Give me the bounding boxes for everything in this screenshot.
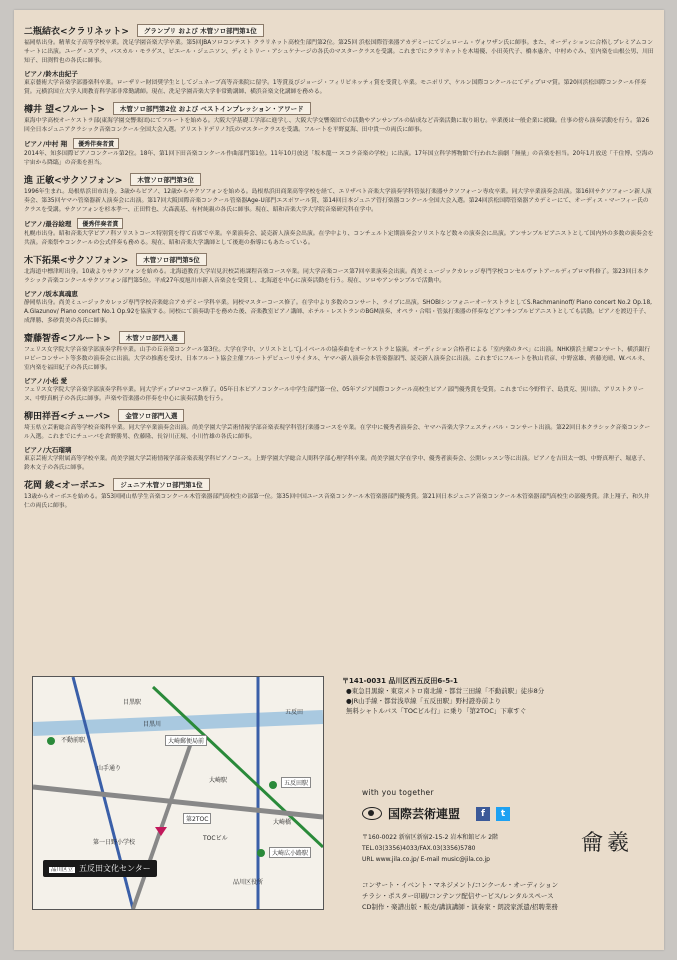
performer-name: 柳田祥吾<チューバ>	[24, 412, 111, 422]
org-logo-icon	[362, 807, 382, 820]
accompanist-bio: 2014年、知多国際ピアノコンクール第2位。18年、第1回下田音楽コンクール作曲部門第1位。11年10月放送「坂本龍一 スコラ音楽の学校」に出演。17年国立科学博物館で行われた演劇「無量」の音楽を担当。20年1月放送「千住博、空海の宇宙から降臨」の音楽を担当。	[24, 151, 654, 166]
accompanist-award-badge: 優秀伴奏者賞	[73, 138, 119, 149]
map-label-toc-building: TOCビル	[203, 835, 228, 842]
main-road	[33, 787, 323, 817]
org-logo-row	[362, 805, 652, 822]
performer-name: 齋藤智香<フルート>	[24, 334, 111, 344]
accompanist-bio: 東京藝術大学音楽学部器楽科卒業。ローザリー財団奨学生としてジュネーブ高等音楽院に留学。1等賞及びジョージ・フィリピネッティ賞を受賞し卒業。モニポリア、ケルン国際コンクールにてディプロマ賞。第20回浜松国際コンクール伴奏賞。元横浜国立大学人間教育科学部非常勤講師。現在、洗足学園音楽大学非常勤講師、横浜音楽文化講師を務める。	[24, 80, 647, 95]
access-line-2: ●JR山手線・都営浅草線「五反田駅」野村證券前より	[346, 697, 502, 705]
venue-name: 五反田文化センター	[79, 864, 151, 873]
performer-header	[24, 409, 654, 422]
accompanist-name: ピアノ/中村 翔	[24, 140, 68, 148]
access-line-3: 無料シャトルバス「TOCビル行」に乗り「第2TOC」下車すぐ	[346, 707, 527, 715]
org-name: 国際芸術連盟	[388, 807, 461, 821]
gotanda-station-marker	[269, 781, 277, 789]
map-label-gotanda-station: 五反田駅	[281, 777, 311, 788]
venue-pin-icon	[155, 827, 167, 836]
calligraphy-seal	[566, 826, 644, 856]
map-label-osaki-hirokoji: 大崎広小路駅	[269, 847, 311, 858]
accompanist-bio: 静岡県出身。尚美ミュージックカレッジ専門学校音楽総合アカデミー学科卒業。同校マスターコース修了。在学中より多数のコンサート、ライブに出演。SHOBIシンフォニーオーケストラとしてS.Rachmaninoff/ Piano concert No.2 Op.18, A.Glazunov/ Piano concert No.1 Op.92を協演する。同校にて演奏助手を務めた後、音楽教室ピアノ講師、ホテル・レストランのBGM演奏、オペラ・合唱・管弦打楽器の伴奏などアンサンブルピアニストとしても活動。ピアノを渡辺千子、成澤勝、多砂貴美の各氏に師事。	[24, 300, 652, 324]
performer-header	[24, 173, 654, 186]
map-label-school: 第一日野小学校	[93, 839, 136, 846]
facebook-icon[interactable]: f	[476, 807, 490, 821]
performer-entry	[24, 331, 654, 404]
performer-header	[24, 478, 654, 491]
map-label-fudomae: 不動前駅	[61, 737, 86, 744]
venue-map	[32, 676, 324, 910]
performer-bio: 1996年生まれ。島根県浜田市出身。3歳からピアノ、12歳からサクソフォンを始める。島根県浜田商業高等学校を経て、エリザベト音楽大学演奏学科管弦打楽器サクソフォーン専攻卒業。同大学卒業演奏会出演。第16回サクソフォーン新人演奏会、第35回ヤマハ管楽器新人演奏会に出演。第17回大阪国際音楽コンクール管楽器Age-U部門エスポワール賞、第14回日本ジュニア管打楽器コンクール全国大会入選。第24回浜松国際管楽器アカデミーにて、オーディス・マーフィー氏のクラスを受講。サクソフォンを杉本孝一、正田哲也、大森義基、有村純親の各氏に師事。現在、昭和音楽大学大学院音楽研究科在学中。	[24, 189, 652, 213]
performer-entry	[24, 478, 654, 511]
performer-entry	[24, 253, 654, 326]
venue-ward: 品川区立	[51, 867, 74, 873]
accompanist-header	[24, 69, 654, 78]
performer-header	[24, 24, 654, 37]
accompanist-name: ピアノ/小松 愛	[24, 377, 68, 385]
performer-name: 進 正敏<サクソフォン>	[24, 176, 123, 186]
org-url[interactable]: URL www.jila.co.jp/ E-mail music@jila.co.jp	[362, 856, 490, 863]
accompanist-name: ピアノ/鈴木由紀子	[24, 70, 78, 78]
map-label-ward-office: 品川区役所	[233, 879, 264, 886]
map-label-meguro-river: 目黒川	[143, 721, 162, 728]
accompanist-header	[24, 445, 654, 454]
accompanist-header	[24, 138, 654, 149]
award-badge: 木管ソロ部門第5位	[136, 253, 207, 266]
service-line-3: CD制作・楽譜出版・販売/講演講師・演奏家・朗読家派遣/招聘業務	[362, 903, 558, 911]
performer-name: 二瓶結衣<クラリネット>	[24, 27, 129, 37]
performer-name: 木下拓果<サクソフォン>	[24, 256, 129, 266]
award-badge: 金管ソロ部門入選	[118, 409, 184, 422]
service-line-2: チラシ・ポスター印刷/コンテンツ配信サービス/レンタルスペース	[362, 892, 554, 900]
osaki-hirokoji-station-marker	[257, 849, 265, 857]
map-label-osaki-bridge: 大崎橋	[273, 819, 292, 826]
performer-entry	[24, 409, 654, 473]
accompanist-header	[24, 376, 654, 385]
performer-bio: フェリス女学院大学音楽学部演奏学科卒業。山手の丘音楽コンクール第3位。大学在学中、ソリストとしてJ.イベールの協奏曲をオーケストラと協演。オーディション合格者による「室内楽のタベ」に出演。NHK横浜土曜コンサート、横浜銀行ロビーコンサート等多数の演奏会に出演。大学の推薦を受け、日本フルート協会主催フルートデビューリサイタル、ヤマハ新人演奏会本管楽器部門、読売新人演奏会に出演。これまでにフルートを秋山君彦、中野富雄、齊藤光晴、W.ベルネ、室内楽を福田紀子の各氏に師事。	[24, 347, 651, 371]
performer-header	[24, 253, 654, 266]
accompanist-name: ピアノ/大石瑠璃	[24, 446, 72, 454]
performer-entry	[24, 173, 654, 248]
org-tel: TEL.03(3356)4033/FAX.03(3356)5780	[362, 845, 476, 852]
org-address: 〒160-0022 新宿区新宿2-15-2 岩本和館ビル 2階	[362, 834, 499, 841]
meguro-river	[33, 717, 323, 729]
performer-bio: 北海道中標津町出身。10歳よりサクソフォンを始める。北海道教育大学岩見沢校芸術課程音楽コース卒業。同大学音楽コース第7回卒業演奏会出演。尚美ミュージックカレッジ専門学校コンセルヴァトアールディプロマ科修了。第23回日本クラシック音楽コンクールサクソフォン部門第5位。平成27年度旭川市新人音楽会を受賞し、北海道を中心に演奏活動を行う。現在、ソロやアンサンブルで活動中。	[24, 269, 649, 284]
award-badge: ジュニア木管ソロ部門第1位	[113, 478, 209, 491]
accompanist-award-badge: 優秀伴奏者賞	[77, 218, 123, 229]
performer-name: 樽井 望<フルート>	[24, 105, 105, 115]
performer-bio: 東海中学高校オーケストラ部(東海学園交響楽団)にてフルートを始める。大阪大学基礎工学部に進学し、大阪大学交響楽団での活動やアンサンブルの結成など音楽活動に取り組む。卒業後は一般企業に就職。仕事の傍ら演奏活動を行う。第26回全日本ジュニアクラシック音楽コンクール全国大会入選。アリストドデリノ?氏のマスタークラスを受講。フルートを平野夏海、田中貴一の両氏に師事。	[24, 118, 650, 133]
performer-entry	[24, 24, 654, 97]
performer-bio: 埼玉県立芸術総合高等学校音楽科卒業。同大学卒業演奏会出演。尚美学園大学芸術情報学部音楽表現学科管打楽器コースを卒業。在学中に優秀者演奏会、ヤマハ音楽大学フェスティバル・コンサート出演。第22回日本クラシック音楽コンクール入選。これまでにチューバを倉野勝男、佐藤隆、長谷川正規、小川竹雄の各氏に師事。	[24, 425, 651, 440]
accompanist-name: ピアノ/最谷絵理	[24, 220, 72, 228]
map-label-gotanda: 五反田	[285, 709, 304, 716]
award-badge: 木管ソロ部門第3位	[130, 173, 201, 186]
venue-address: 〒141-0031 品川区西五反田6-5-1	[342, 677, 458, 685]
fudomae-station-marker	[47, 737, 55, 745]
award-badge: 木管ソロ部門入選	[119, 331, 185, 344]
accompanist-bio: フェリス女学院大学音楽学部演奏学科卒業。同大学ディプロマコース修了。05年日本ピアノコンクール中学生部門第一位、05年アジア国際コンクール高校生ピアノ部門優秀賞を受賞。これまでに今野哲子、島貴克、黒川浩、アリストクリーヌ、中野真帆子の各氏に師事。声楽や管楽器の伴奏を中心に演奏活動を行う。	[24, 387, 644, 402]
seal-glyph-1: 龠	[580, 830, 603, 856]
service-line-1: コンサート・イベント・マネジメント/コンクール・オーディション	[362, 881, 559, 889]
performer-header	[24, 102, 654, 115]
award-badge: 木管ソロ部門第2位 および ベストインプレッション・アワード	[113, 102, 311, 115]
map-label-2toc: 第2TOC	[183, 813, 211, 824]
map-label-yamate: 山手通り	[97, 765, 122, 772]
map-label-meguro-station: 目黒駅	[123, 699, 142, 706]
performer-list	[24, 24, 654, 516]
org-services	[362, 880, 558, 913]
accompanist-bio: 東京芸術大学附属高等学校卒業。尚美学園大学芸術情報学部音楽表現学科ピアノコース。上野学園大学総合人間科学部心理学科卒業。尚美学園大学在学中、優秀者演奏会、公開レッスン等に出演。ピアノを吉田太一朗、中野真理子、堀恵子、鈴木文子の各氏に師事。	[24, 456, 649, 471]
access-line-1: ●東急目黒線・東京メトロ南北線・都営三田線「不動前駅」徒歩8分	[346, 687, 545, 695]
access-info	[342, 676, 642, 716]
map-label-post-office: 大崎郵便局前	[165, 735, 207, 746]
accompanist-header	[24, 289, 654, 298]
org-tagline: with you together	[362, 788, 434, 797]
performer-entry	[24, 102, 654, 168]
twitter-icon[interactable]: t	[496, 807, 510, 821]
performer-header	[24, 331, 654, 344]
award-badge: グランプリ および 木管ソロ部門第1位	[137, 24, 264, 37]
accompanist-header	[24, 218, 654, 229]
performer-bio: 13歳からオーボエを始める。第53回岡山県学生音楽コンクール木管楽器部門高校生の部第一位。第35回中国ユース音楽コンクール木管楽器部門優秀賞。第21回日本ジュニア音楽コンクール木管楽器部門高校生の部優秀賞。津上翔子、和久井仁の両氏に師事。	[24, 494, 650, 509]
accompanist-name: ピアノ/坂本真魂恵	[24, 290, 78, 298]
performer-name: 花岡 綾<オーボエ>	[24, 481, 106, 491]
performer-bio: 福岡県出身。精華女子高等学校卒業。洗足学園音楽大学卒業。第5回JBAソロコンテスト クラリネット高校生部門第2位。第25回 浜松国際管楽器アカデミーにてジェローム・ヴォワザン氏に師事。また、オーディションに合格しプレミアムコンサートに出演。ユーグ・スアラ、パスカル・モラゲス、ピエール・ジェニソン、ディミトリー・アシュケナージの各氏のマスタークラスを受講。これまでにクラリネットを木場優、小田英代子、橋本惠介、中村めぐみ、室内楽を山根公男、川田知子、田渕哲也の各氏に師事。	[24, 40, 654, 64]
venue-label	[43, 860, 157, 877]
seal-glyph-2: 羲	[607, 830, 630, 856]
map-label-osaki-station: 大崎駅	[209, 777, 228, 784]
accompanist-bio: 札幌市出身。昭和音楽大学ピアノ科ソリストコース特別賞を得て首席で卒業。卒業演奏会、読売新人演奏会出演。在学中より、コンチェルト定期演奏会ソリストなど数々の演奏会に出演。アンサンブルピアニストとして国内外の多数の演奏会を共演。音楽祭やコンクールの公式伴奏も務める。現在、昭和音楽大学講師として後進の指導にもあたっている。	[24, 231, 654, 246]
